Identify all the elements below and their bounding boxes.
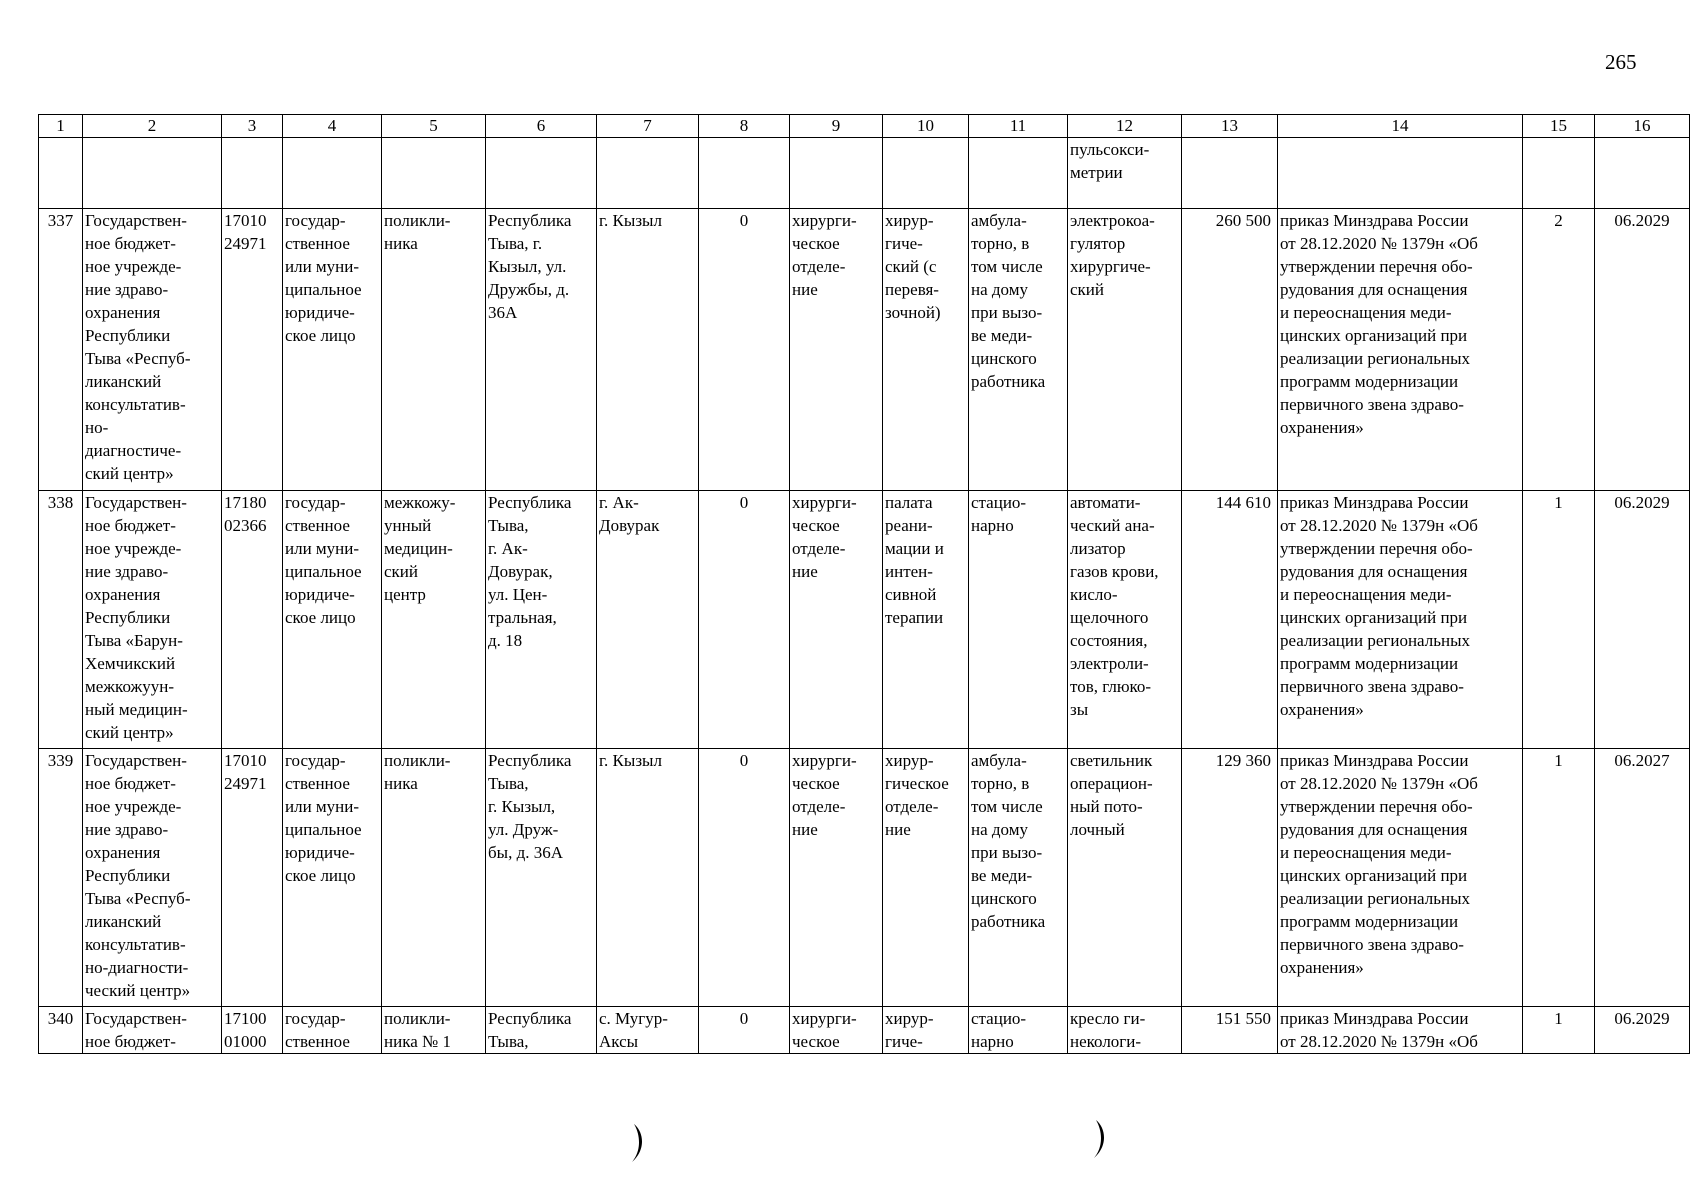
quantity-cell: 1	[1523, 749, 1595, 1007]
column-8-cell: 0	[699, 1007, 790, 1054]
column-header: 11	[969, 115, 1068, 138]
department-cell: хирурги- ческое отделе- ние	[790, 749, 883, 1007]
column-header: 9	[790, 115, 883, 138]
table-cell	[883, 138, 969, 209]
column-header: 1	[39, 115, 83, 138]
column-header: 13	[1182, 115, 1278, 138]
column-header: 16	[1595, 115, 1690, 138]
row-number-cell: 340	[39, 1007, 83, 1054]
equipment-cell: автомати- ческий ана- лизатор газов крови, кисло- щелочного состояния, электроли- тов, глюко- зы	[1068, 491, 1182, 749]
price-cell: 260 500	[1182, 209, 1278, 491]
table-row	[39, 749, 1690, 1007]
facility-type-cell: поликли- ника	[382, 749, 486, 1007]
address-cell: Республика Тыва, г. Кызыл, ул. Друж- бы, д. 36А	[486, 749, 597, 1007]
table-cell	[382, 138, 486, 209]
price-cell: 151 550	[1182, 1007, 1278, 1054]
organization-cell: Государствен- ное бюджет- ное учрежде- ние здраво- охранения Республики Тыва «Респуб- ликанский консультатив- но- диагностиче- ский центр»	[83, 209, 222, 491]
locality-cell: г. Кызыл	[597, 209, 699, 491]
facility-type-cell: поликли- ника	[382, 209, 486, 491]
locality-cell: с. Мугур- Аксы	[597, 1007, 699, 1054]
basis-cell: приказ Минздрава России от 28.12.2020 № 1379н «Об утверждении перечня обо- рудования для оснащения и переоснащения меди- цинских организаций при реализации региональных программ модернизации первичного звена здраво- охранения»	[1278, 749, 1523, 1007]
column-header: 15	[1523, 115, 1595, 138]
care-conditions-cell: стацио- нарно	[969, 491, 1068, 749]
column-8-cell: 0	[699, 749, 790, 1007]
code-cell: 17100 01000	[222, 1007, 283, 1054]
price-cell: 144 610	[1182, 491, 1278, 749]
department-cell: хирурги- ческое отделе- ние	[790, 491, 883, 749]
basis-cell: приказ Минздрава России от 28.12.2020 № 1379н «Об утверждении перечня обо- рудования для оснащения и переоснащения меди- цинских организаций при реализации региональных программ модернизации первичного звена здраво- охранения»	[1278, 491, 1523, 749]
address-cell: Республика Тыва, г. Ак- Довурак, ул. Цен- тральная, д. 18	[486, 491, 597, 749]
initial-mark-left	[628, 1120, 650, 1166]
table-row	[39, 1007, 1690, 1054]
locality-cell: г. Кызыл	[597, 749, 699, 1007]
address-cell: Республика Тыва, г. Кызыл, ул. Дружбы, д. 36А	[486, 209, 597, 491]
locality-cell: г. Ак- Довурак	[597, 491, 699, 749]
organization-cell: Государствен- ное бюджет-	[83, 1007, 222, 1054]
table-cell	[699, 138, 790, 209]
legal-form-cell: государ- ственное	[283, 1007, 382, 1054]
table-row	[39, 209, 1690, 491]
table-cell	[39, 138, 83, 209]
table-cell	[1278, 138, 1523, 209]
department-cell: хирурги- ческое отделе- ние	[790, 209, 883, 491]
equipment-cell: светильник операцион- ный пото- лочный	[1068, 749, 1182, 1007]
row-number-cell: 337	[39, 209, 83, 491]
table-row	[39, 491, 1690, 749]
page-number: 265	[1605, 50, 1637, 74]
table-cell	[83, 138, 222, 209]
column-header: 12	[1068, 115, 1182, 138]
equipment-table	[38, 114, 1690, 1054]
room-cell: палата реани- мации и интен- сивной терапии	[883, 491, 969, 749]
column-header: 10	[883, 115, 969, 138]
column-header: 4	[283, 115, 382, 138]
column-header: 3	[222, 115, 283, 138]
code-cell: 17010 24971	[222, 209, 283, 491]
legal-form-cell: государ- ственное или муни- ципальное юридиче- ское лицо	[283, 749, 382, 1007]
legal-form-cell: государ- ственное или муни- ципальное юридиче- ское лицо	[283, 491, 382, 749]
table-cell	[486, 138, 597, 209]
initial-mark-right	[1090, 1116, 1112, 1162]
table-cell	[1182, 138, 1278, 209]
table-cell	[597, 138, 699, 209]
basis-cell: приказ Минздрава России от 28.12.2020 № 1379н «Об	[1278, 1007, 1523, 1054]
column-number-row	[39, 115, 1690, 138]
date-cell: 06.2029	[1595, 209, 1690, 491]
column-header: 5	[382, 115, 486, 138]
equipment-cell: пульсокси- метрии	[1068, 138, 1182, 209]
organization-cell: Государствен- ное бюджет- ное учрежде- ние здраво- охранения Республики Тыва «Респуб- ликанский консультатив- но-диагности- ческий центр»	[83, 749, 222, 1007]
department-cell: хирурги- ческое	[790, 1007, 883, 1054]
table-cell	[222, 138, 283, 209]
row-number-cell: 338	[39, 491, 83, 749]
column-header: 6	[486, 115, 597, 138]
column-header: 7	[597, 115, 699, 138]
date-cell: 06.2029	[1595, 491, 1690, 749]
care-conditions-cell: амбула- торно, в том числе на дому при вызо- ве меди- цинского работника	[969, 209, 1068, 491]
row-number-cell: 339	[39, 749, 83, 1007]
basis-cell: приказ Минздрава России от 28.12.2020 № 1379н «Об утверждении перечня обо- рудования для оснащения и переоснащения меди- цинских организаций при реализации региональных программ модернизации первичного звена здраво- охранения»	[1278, 209, 1523, 491]
date-cell: 06.2029	[1595, 1007, 1690, 1054]
organization-cell: Государствен- ное бюджет- ное учрежде- ние здраво- охранения Республики Тыва «Барун- Хемчикский межкожуун- ный медицин- ский центр»	[83, 491, 222, 749]
facility-type-cell: поликли- ника № 1	[382, 1007, 486, 1054]
table-cell	[1523, 138, 1595, 209]
quantity-cell: 1	[1523, 1007, 1595, 1054]
care-conditions-cell: амбула- торно, в том числе на дому при вызо- ве меди- цинского работника	[969, 749, 1068, 1007]
legal-form-cell: государ- ственное или муни- ципальное юридиче- ское лицо	[283, 209, 382, 491]
room-cell: хирур- гическое отделе- ние	[883, 749, 969, 1007]
table-cell	[969, 138, 1068, 209]
column-8-cell: 0	[699, 209, 790, 491]
column-header: 8	[699, 115, 790, 138]
room-cell: хирур- гиче-	[883, 1007, 969, 1054]
column-8-cell: 0	[699, 491, 790, 749]
care-conditions-cell: стацио- нарно	[969, 1007, 1068, 1054]
code-cell: 17010 24971	[222, 749, 283, 1007]
column-header: 2	[83, 115, 222, 138]
code-cell: 17180 02366	[222, 491, 283, 749]
table-cell	[790, 138, 883, 209]
price-cell: 129 360	[1182, 749, 1278, 1007]
date-cell: 06.2027	[1595, 749, 1690, 1007]
quantity-cell: 1	[1523, 491, 1595, 749]
quantity-cell: 2	[1523, 209, 1595, 491]
table-cell	[1595, 138, 1690, 209]
address-cell: Республика Тыва,	[486, 1007, 597, 1054]
table-cell	[283, 138, 382, 209]
equipment-cell: кресло ги- некологи-	[1068, 1007, 1182, 1054]
equipment-cell: электрокоа- гулятор хирургиче- ский	[1068, 209, 1182, 491]
column-header: 14	[1278, 115, 1523, 138]
continuation-row	[39, 138, 1690, 209]
room-cell: хирур- гиче- ский (с перевя- зочной)	[883, 209, 969, 491]
facility-type-cell: межкожу- унный медицин- ский центр	[382, 491, 486, 749]
